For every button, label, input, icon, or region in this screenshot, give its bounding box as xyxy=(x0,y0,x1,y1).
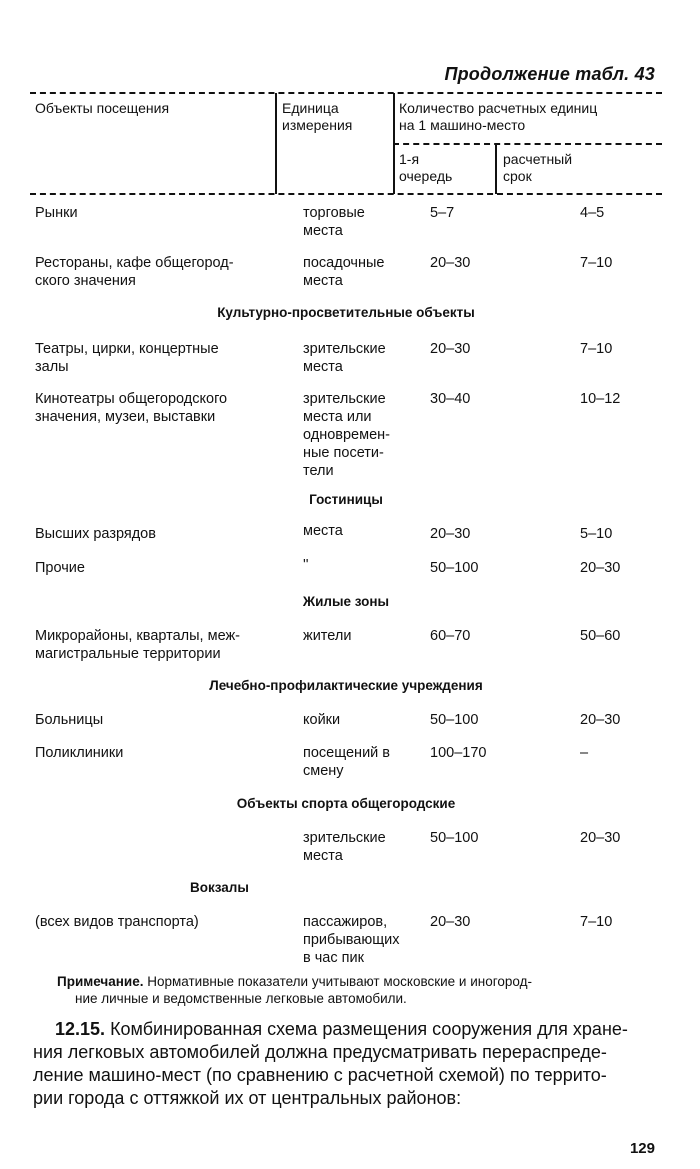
header-objects-text: Объекты посещения xyxy=(35,100,170,116)
note-label: Примечание. xyxy=(57,974,144,989)
row-12-unit: посещений в смену xyxy=(303,745,390,779)
row-1-object: Рестораны, кафе общегород- ского значения xyxy=(35,255,234,289)
row-7-unit: '' xyxy=(303,557,309,573)
para-number: 12.15. xyxy=(55,1019,106,1039)
row-14-first: 50–100 xyxy=(430,830,479,846)
section-medical: Лечебно-профилактические учреждения xyxy=(209,678,483,693)
row-6-object: Высших разрядов xyxy=(35,526,156,542)
row-11-unit: койки xyxy=(303,712,341,728)
row-14-unit: зрительские места xyxy=(303,830,386,864)
row-14-design: 20–30 xyxy=(580,830,621,846)
header-bottom-rule xyxy=(30,193,662,195)
header-design-line1: расчетный xyxy=(503,151,573,167)
row-0-object: Рынки xyxy=(35,205,78,221)
column-divider-1 xyxy=(275,93,277,194)
header-first-stage xyxy=(399,151,452,185)
row-4-design: 10–12 xyxy=(580,391,621,407)
section-sports: Объекты спорта общегородские xyxy=(236,796,456,811)
row-16-object: (всех видов транспорта) xyxy=(35,914,199,930)
row-9-unit: жители xyxy=(303,628,352,644)
row-12-object: Поликлиники xyxy=(35,745,124,761)
row-12-first: 100–170 xyxy=(430,745,487,761)
header-design-term xyxy=(503,151,572,185)
header-count-line2: на 1 машино-место xyxy=(399,117,526,133)
section-residential: Жилые зоны xyxy=(302,594,390,609)
para-line-1 xyxy=(33,1018,663,1041)
row-6-first: 20–30 xyxy=(430,526,471,542)
row-6-unit: места xyxy=(303,523,343,539)
row-9-object: Микрорайоны, кварталы, меж- магистральные территории xyxy=(35,628,241,662)
row-0-design: 4–5 xyxy=(580,205,605,221)
row-3-first: 20–30 xyxy=(430,341,471,357)
header-unit xyxy=(282,100,352,134)
row-11-object: Больницы xyxy=(35,712,104,728)
para-line-2: ния легковых автомобилей должна предусматривать перераспреде- xyxy=(33,1042,607,1062)
row-3-object: Театры, цирки, концертные залы xyxy=(35,341,219,375)
header-unit-line1: Единица xyxy=(282,100,339,116)
header-first-line1: 1-я xyxy=(399,151,420,167)
row-16-design: 7–10 xyxy=(580,914,613,930)
row-4-unit: зрительские места или одновремен- ные посети- тели xyxy=(303,391,390,479)
column-divider-3 xyxy=(495,144,497,194)
row-0-first: 5–7 xyxy=(430,205,455,221)
row-16-first: 20–30 xyxy=(430,914,471,930)
column-divider-2 xyxy=(393,93,395,194)
row-16-unit: пассажиров, прибывающих в час пик xyxy=(303,914,400,966)
row-1-first: 20–30 xyxy=(430,255,471,271)
row-1-unit: посадочные места xyxy=(303,255,385,289)
header-count-line1: Количество расчетных единиц xyxy=(399,100,598,116)
section-stations: Вокзалы xyxy=(190,880,249,895)
section-cultural: Культурно-просветительные объекты xyxy=(217,305,475,320)
row-6-design: 5–10 xyxy=(580,526,613,542)
row-7-object: Прочие xyxy=(35,560,85,576)
row-3-design: 7–10 xyxy=(580,341,613,357)
subheader-rule xyxy=(393,143,662,145)
header-objects xyxy=(35,100,169,117)
row-9-first: 60–70 xyxy=(430,628,471,644)
header-count xyxy=(399,100,597,134)
row-12-design: – xyxy=(580,745,589,761)
row-7-design: 20–30 xyxy=(580,560,621,576)
note-line-2: ние личные и ведомственные легковые автомобили. xyxy=(75,991,407,1006)
table-caption: Продолжение табл. 43 xyxy=(444,64,655,84)
row-7-first: 50–100 xyxy=(430,560,479,576)
table-top-rule xyxy=(30,92,662,94)
header-unit-line2: измерения xyxy=(282,117,353,133)
row-4-first: 30–40 xyxy=(430,391,471,407)
para-line-4: рии города с оттяжкой их от центральных районов: xyxy=(33,1088,462,1108)
row-11-first: 50–100 xyxy=(430,712,479,728)
row-1-design: 7–10 xyxy=(580,255,613,271)
header-design-line2: срок xyxy=(503,168,532,184)
table-note xyxy=(57,973,662,1007)
section-hotels: Гостиницы xyxy=(309,492,383,507)
row-11-design: 20–30 xyxy=(580,712,621,728)
paragraph-12-15 xyxy=(33,1018,663,1110)
page-number: 129 xyxy=(629,1140,655,1157)
row-9-design: 50–60 xyxy=(580,628,621,644)
header-first-line2: очередь xyxy=(399,168,453,184)
para-text-1: Комбинированная схема размещения сооружения для хране- xyxy=(110,1019,628,1039)
note-line-1 xyxy=(57,973,662,990)
row-4-object: Кинотеатры общегородского значения, музеи, выставки xyxy=(35,391,228,425)
note-text-1: Нормативные показатели учитывают московские и иногород- xyxy=(147,974,532,989)
para-line-3: ление машино-мест (по сравнению с расчетной схемой) по террито- xyxy=(33,1065,607,1085)
row-3-unit: зрительские места xyxy=(303,341,386,375)
row-0-unit: торговые места xyxy=(303,205,365,239)
